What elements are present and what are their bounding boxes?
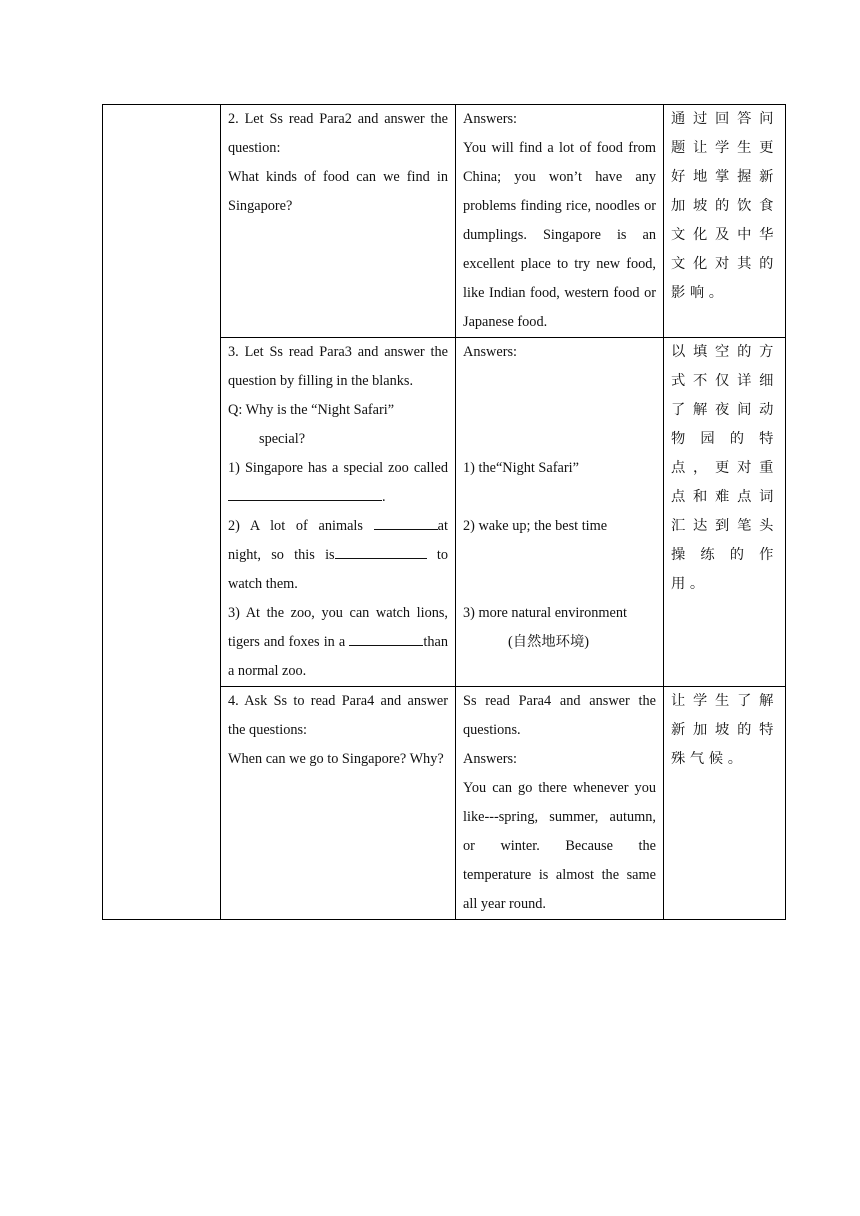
activity-cell (221, 338, 456, 687)
answer-cell (456, 687, 664, 920)
answer-1: 1) the“Night Safari” (463, 460, 579, 476)
fill-blank (374, 515, 438, 530)
answer-label: Answers: (463, 111, 518, 127)
purpose-cell: 以填空的方式不仅详细了解夜间动物园的特点，更对重点和难点词汇达到笔头操练的作用。 (664, 338, 786, 687)
answer-cell (456, 338, 664, 687)
answer-3-note: (自然地环境) (508, 634, 590, 650)
activity-question: What kinds of food can we find in Singapore? (228, 169, 448, 214)
activity-question-continued: special? (259, 431, 306, 447)
fill-blank (335, 544, 427, 559)
activity-title: 4. Ask Ss to read Para4 and answer the questions: (228, 693, 448, 738)
activity-question: When can we go to Singapore? Why? (228, 751, 444, 767)
activity-question: Q: Why is the “Night Safari” (228, 402, 395, 418)
answer-intro: Ss read Para4 and answer the questions. (463, 693, 656, 738)
stage-cell (103, 105, 221, 920)
activity-title: 2. Let Ss read Para2 and answer the question: (228, 111, 448, 156)
table-row (103, 105, 786, 338)
answer-3: 3) more natural environment (463, 605, 627, 621)
blank-item-3: 3) At the zoo, you can watch lions, tigers and foxes in a than a normal zoo. (228, 605, 448, 679)
purpose-cell: 让学生了解新加坡的特殊气候。 (664, 687, 786, 920)
blank-item-2: 2) A lot of animals at night, so this is to watch them. (228, 512, 448, 599)
fill-blank (349, 631, 423, 646)
answer-2: 2) wake up; the best time (463, 518, 608, 534)
answer-label: Answers: (463, 344, 518, 360)
purpose-cell: 通过回答问题让学生更好地掌握新加坡的饮食文化及中华文化对其的影响。 (664, 105, 786, 338)
lesson-plan-table (102, 104, 786, 920)
activity-title: 3. Let Ss read Para3 and answer the question by filling in the blanks. (228, 344, 448, 389)
activity-cell (221, 105, 456, 338)
blank-item-1: 1) Singapore has a special zoo called . (228, 460, 448, 505)
activity-cell (221, 687, 456, 920)
answer-text: You will find a lot of food from China; you won’t have any problems finding rice, noodles or dumplings. Singapore is an excellent place to try new food, like Indian food, western food or Japanese food. (463, 140, 656, 330)
answer-text: You can go there whenever you like---spring, summer, autumn, or winter. Because the temperature is almost the same all year round. (463, 780, 656, 912)
fill-blank (228, 486, 382, 501)
answer-label: Answers: (463, 751, 518, 767)
answer-cell (456, 105, 664, 338)
